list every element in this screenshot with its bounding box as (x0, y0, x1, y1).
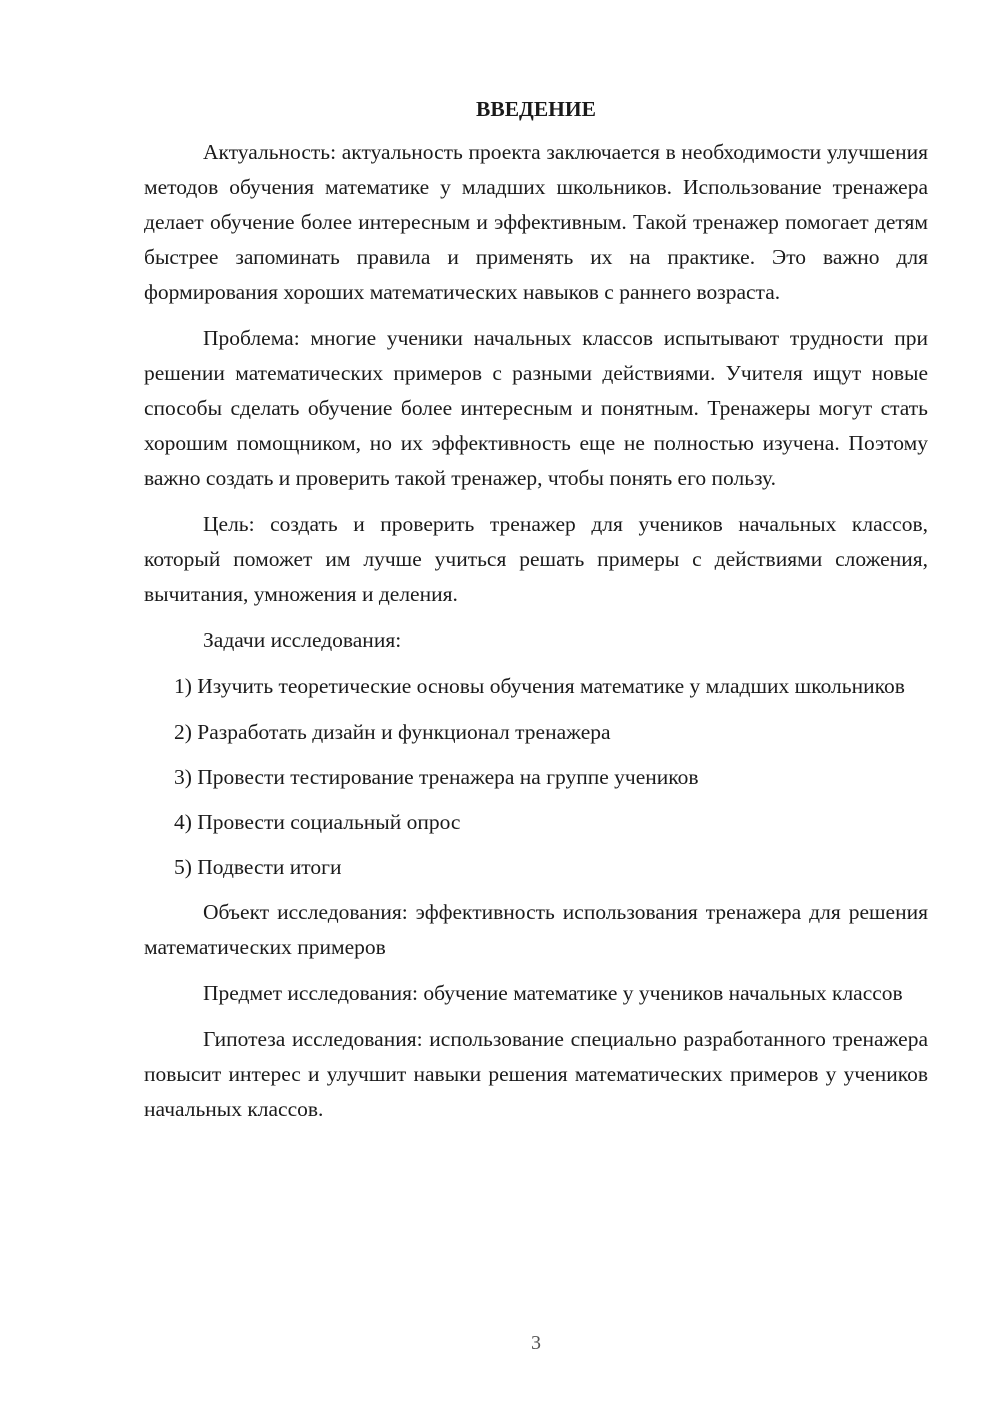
subject-paragraph: Предмет исследования: обучение математике у учеников начальных классов (203, 981, 903, 1005)
document-page (144, 92, 928, 1138)
problem-paragraph: Проблема: многие ученики начальных классов испытывают трудности при решении математических примеров с разными действиями. Учителя ищут новые способы сделать обучение более интересным и понятным. Тренажеры могут стать хорошим помощником, но их эффективность еще не полностью изучена. Поэтому важно создать и проверить такой тренажер, чтобы понять его пользу. (144, 326, 928, 490)
page-title: ВВЕДЕНИЕ (476, 97, 596, 121)
page-number: 3 (531, 1332, 541, 1354)
task-item-3: 3) Провести тестирование тренажера на группе учеников (174, 765, 699, 789)
object-paragraph: Объект исследования: эффективность использования тренажера для решения математических примеров (144, 900, 928, 959)
tasks-heading: Задачи исследования: (203, 628, 402, 652)
task-item-2: 2) Разработать дизайн и функционал тренажера (174, 720, 611, 744)
task-item-5: 5) Подвести итоги (174, 855, 342, 879)
relevance-paragraph: Актуальность: актуальность проекта заключается в необходимости улучшения методов обучения математике у младших школьников. Использование тренажера делает обучение более интересным и эффективным. Такой тренажер помогает детям быстрее запоминать правила и применять их на практике. Это важно для формирования хороших математических навыков с раннего возраста. (144, 140, 928, 304)
hypothesis-paragraph: Гипотеза исследования: использование специально разработанного тренажера повысит интерес и улучшит навыки решения математических примеров у учеников начальных классов. (144, 1027, 928, 1121)
task-item-1: 1) Изучить теоретические основы обучения математике у младших школьников (174, 674, 905, 698)
task-item-4: 4) Провести социальный опрос (174, 810, 461, 834)
goal-paragraph: Цель: создать и проверить тренажер для учеников начальных классов, который поможет им лучше учиться решать примеры с действиями сложения, вычитания, умножения и деления. (144, 512, 928, 606)
